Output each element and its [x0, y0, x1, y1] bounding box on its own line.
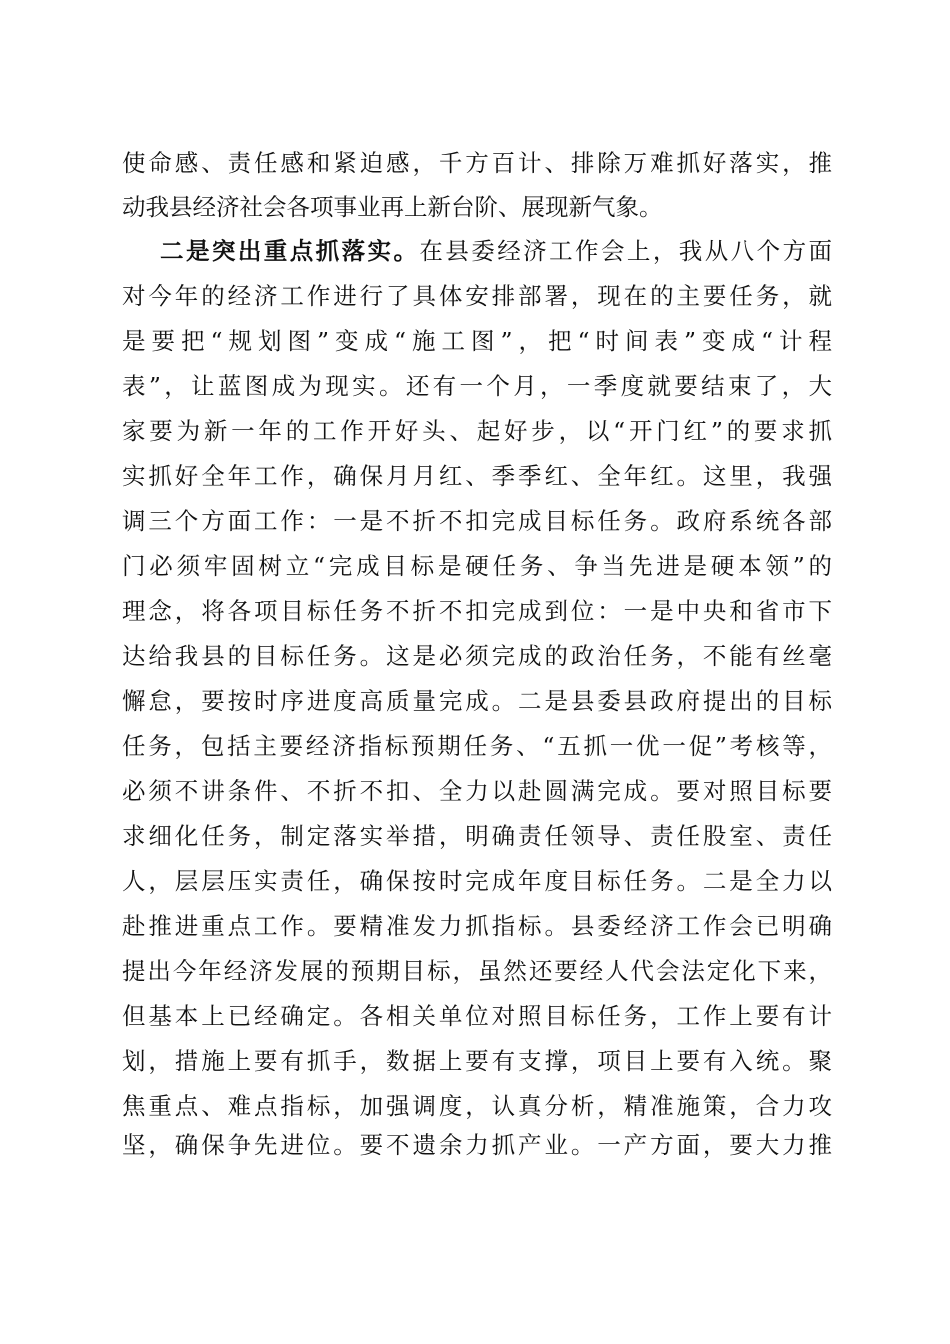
text-line-1: 使命感、责任感和紧迫感，千方百计、排除万难抓好落实，推	[122, 149, 832, 177]
text-line-21: 划，措施上要有抓手，数据上要有支撑，项目上要有入统。聚	[122, 1047, 832, 1075]
text-line-20: 但基本上已经确定。各相关单位对照目标任务，工作上要有计	[122, 1002, 832, 1030]
paragraph-2-first-line	[160, 229, 832, 273]
section-heading: 二是突出重点抓落实。	[160, 237, 420, 265]
text-line-12: 达给我县的目标任务。这是必须完成的政治任务，不能有丝毫	[122, 642, 832, 670]
text-line-10: 门必须牢固树立“完成目标是硬任务、争当先进是硬本领”的	[122, 552, 832, 580]
text-line-18: 赴推进重点工作。要精准发力抓指标。县委经济工作会已明确	[122, 912, 832, 940]
text-line-4: 对今年的经济工作进行了具体安排部署，现在的主要任务，就	[122, 282, 832, 310]
text-line-8: 实抓好全年工作，确保月月红、季季红、全年红。这里，我强	[122, 462, 832, 490]
text-line-9: 调三个方面工作：一是不折不扣完成目标任务。政府系统各部	[122, 507, 832, 535]
text-line-19: 提出今年经济发展的预期目标，虽然还要经人代会法定化下来，	[122, 957, 832, 985]
text-line-5: 是要把“规划图”变成“施工图”，把“时间表”变成“计程	[122, 327, 832, 355]
text-line-6: 表”，让蓝图成为现实。还有一个月，一季度就要结束了，大	[122, 372, 832, 400]
text-line-16: 求细化任务，制定落实举措，明确责任领导、责任股室、责任	[122, 822, 832, 850]
text-line-17: 人，层层压实责任，确保按时完成年度目标任务。二是全力以	[122, 867, 832, 895]
text-line-14: 任务，包括主要经济指标预期任务、“五抓一优一促”考核等，	[122, 732, 832, 760]
text-line-22: 焦重点、难点指标，加强调度，认真分析，精准施策，合力攻	[122, 1092, 832, 1120]
text-line-11: 理念，将各项目标任务不折不扣完成到位：一是中央和省市下	[122, 597, 832, 625]
text-line-7: 家要为新一年的工作开好头、起好步，以“开门红”的要求抓	[122, 417, 832, 445]
text-line-2: 动我县经济社会各项事业再上新台阶、展现新气象。	[122, 193, 663, 221]
text-line-3: 在县委经济工作会上，我从八个方面	[419, 237, 833, 265]
text-line-13: 懈怠，要按时序进度高质量完成。二是县委县政府提出的目标	[122, 687, 832, 715]
text-line-23: 坚，确保争先进位。要不遗余力抓产业。一产方面，要大力推	[122, 1131, 832, 1159]
text-line-15: 必须不讲条件、不折不扣、全力以赴圆满完成。要对照目标要	[122, 777, 832, 805]
